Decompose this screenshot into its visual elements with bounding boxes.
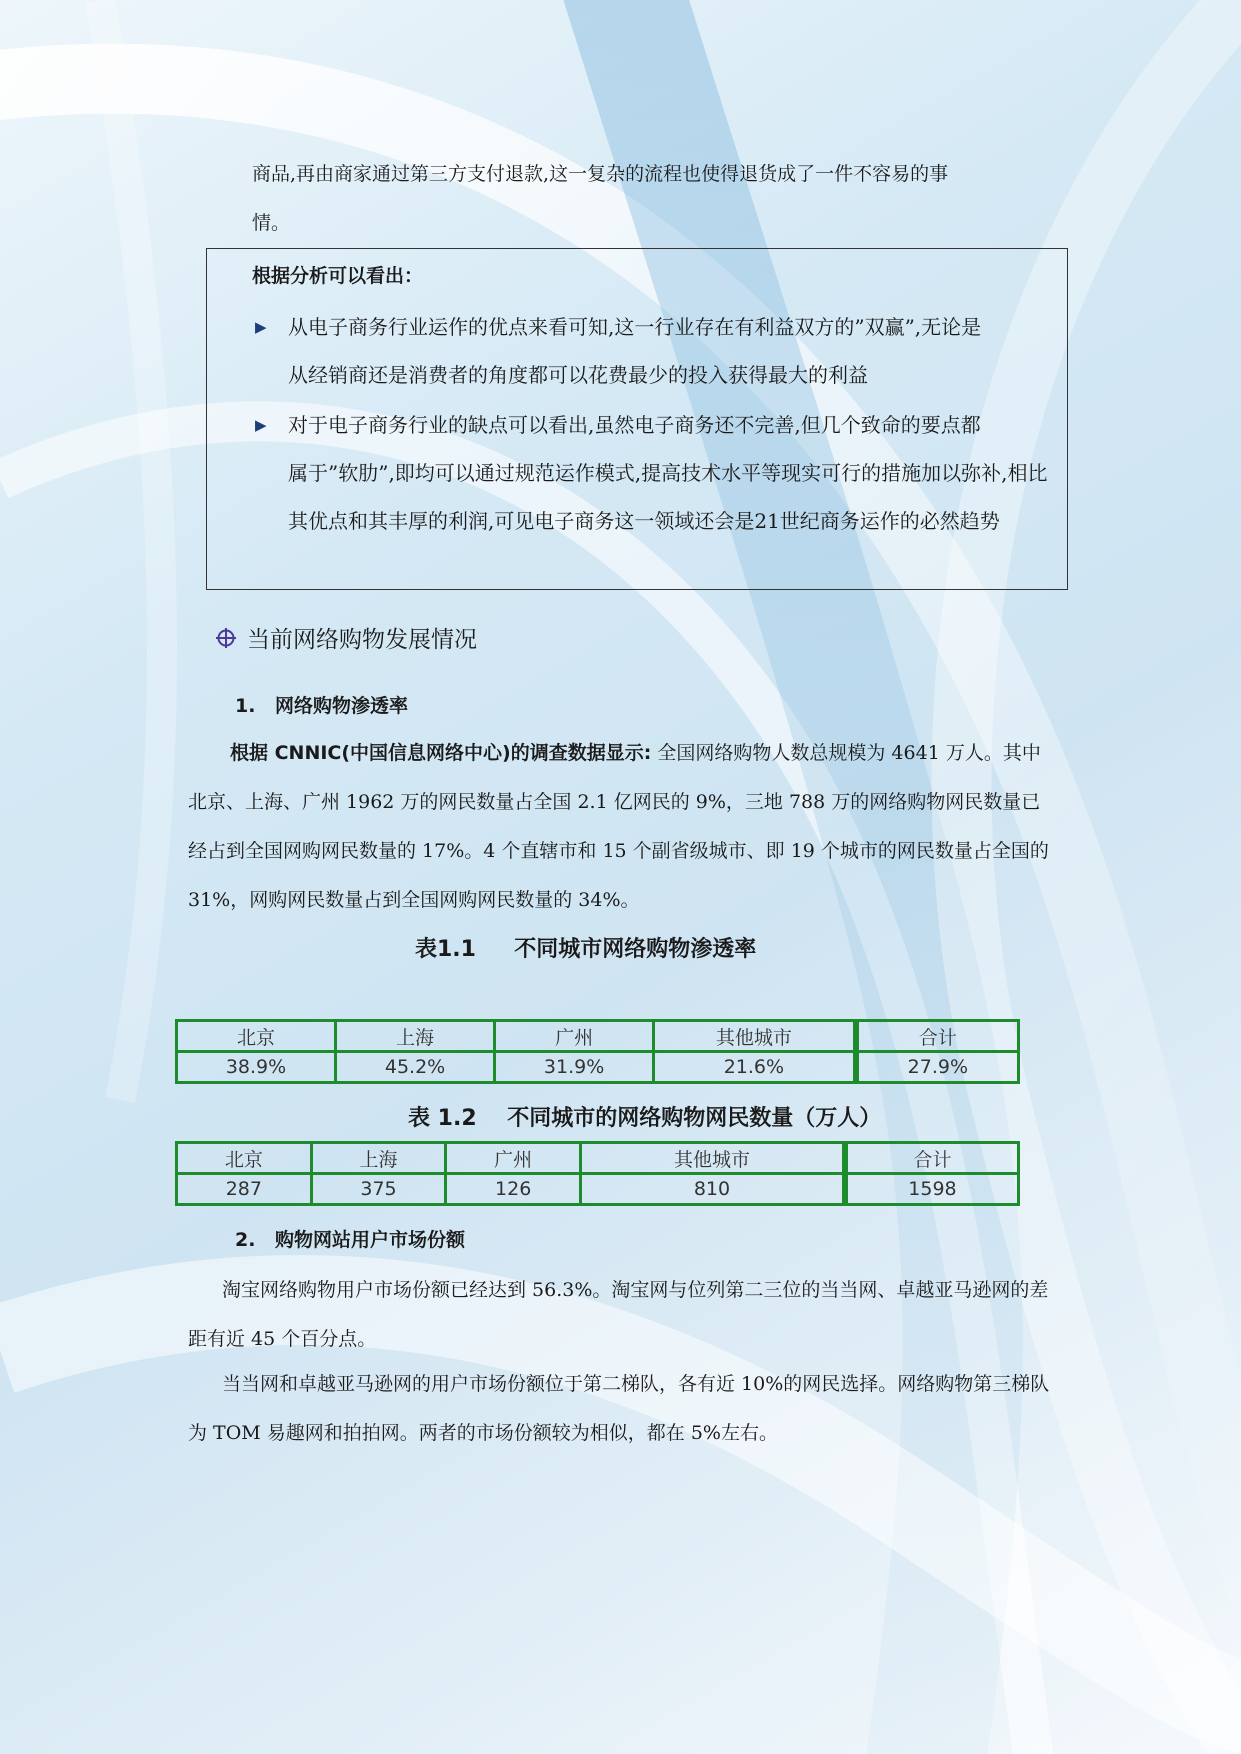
cnnic-paragraph-lead: 根据 CNNIC(中国信息网络中心)的调查数据显示: (230, 742, 652, 764)
analysis-bullet-2-line1: 对于电子商务行业的缺点可以看出,虽然电子商务还不完善,但几个致命的要点都 (288, 413, 981, 437)
table-2-header-row (177, 1143, 1019, 1174)
table-1-value-row (177, 1052, 1019, 1083)
dangdang-paragraph: 当当网和卓越亚马逊网的用户市场份额位于第二梯队，各有近 10%的网民选择。网络购物第三梯队为 TOM 易趣网和拍拍网。两者的市场份额较为相似，都在 5%左右。 (188, 1373, 1050, 1444)
cnnic-paragraph-body: 全国网络购物人数总规模为 4641 万人。其中北京、上海、广州 1962 万的网民数量占全国 2.1 亿网民的 9%，三地 788 万的网络购物网民数量已经占到全国网购网民数量的 17%。4 个直辖市和 15 个副省级城市、即 19 个城市的网民数量占全国的 31%，网购网民数量占到全国网购网民数量的 34%。 (188, 742, 1049, 911)
triangle-bullet-icon: ▶ (255, 318, 267, 336)
cnnic-paragraph (188, 729, 1056, 925)
table-2-value-cell: 1598 (845, 1174, 1019, 1205)
table-2-header-cell: 上海 (311, 1143, 446, 1174)
table-2-value-cell: 375 (311, 1174, 446, 1205)
intro-line-1: 商品,再由商家通过第三方支付退款,这一复杂的流程也使得退货成了一件不容易的事 (252, 163, 949, 185)
table-1-header-row (177, 1021, 1019, 1052)
analysis-box (206, 248, 1068, 590)
intro-line-2: 情。 (252, 212, 291, 234)
table-1-header-cell: 合计 (856, 1021, 1019, 1052)
table-1-penetration (175, 1019, 1020, 1084)
table-1-header-cell: 其他城市 (654, 1021, 856, 1052)
table-1-header-cell: 北京 (177, 1021, 336, 1052)
subsection-1-title: 网络购物渗透率 (275, 695, 409, 717)
table-2-header-cell: 合计 (845, 1143, 1019, 1174)
subsection-2-heading (235, 1225, 465, 1252)
taobao-paragraph: 淘宝网络购物用户市场份额已经达到 56.3%。淘宝网与位列第二三位的当当网、卓越亚马逊网的差距有近 45 个百分点。 (188, 1279, 1049, 1350)
table-1-value-cell: 21.6% (654, 1052, 856, 1083)
subsection-2-number: 2. (235, 1229, 256, 1251)
table-1-value-cell: 38.9% (177, 1052, 336, 1083)
table-2-header-cell: 其他城市 (581, 1143, 845, 1174)
table-1-value-cell: 45.2% (336, 1052, 495, 1083)
subsection-1-number: 1. (235, 695, 256, 717)
analysis-bullet-2-rest: 属于”软肋”,即均可以通过规范运作模式,提高技术水平等现实可行的措施加以弥补,相比其优点和其丰厚的利润,可见电子商务这一领域还会是21世纪商务运作的必然趋势 (288, 461, 1048, 533)
intro-paragraph (252, 150, 1052, 248)
analysis-bullet-1-rest: 从经销商还是消费者的角度都可以花费最少的投入获得最大的利益 (288, 363, 868, 387)
table-2-value-cell: 126 (446, 1174, 581, 1205)
subsection-2-title: 购物网站用户市场份额 (275, 1229, 466, 1251)
table-1-caption: 表1.1 不同城市网络购物渗透率 (415, 937, 757, 962)
analysis-bullet-2 (255, 401, 1062, 545)
analysis-box-title: 根据分析可以看出： (252, 265, 424, 287)
table-2-shoppers (175, 1141, 1020, 1206)
table-1-header-cell: 广州 (495, 1021, 654, 1052)
table-2-header-cell: 广州 (446, 1143, 581, 1174)
table-2-value-row (177, 1174, 1019, 1205)
subsection-1-heading (235, 691, 408, 718)
table-2-value-cell: 810 (581, 1174, 845, 1205)
table-1-value-cell: 27.9% (856, 1052, 1019, 1083)
section-heading (215, 621, 477, 654)
table-1-value-cell: 31.9% (495, 1052, 654, 1083)
analysis-bullet-1-line1: 从电子商务行业运作的优点来看可知,这一行业存在有利益双方的”双赢”,无论是 (288, 315, 982, 339)
analysis-bullet-1 (255, 303, 1062, 399)
table-2-caption: 表 1.2 不同城市的网络购物网民数量（万人） (408, 1106, 882, 1131)
section-heading-text: 当前网络购物发展情况 (247, 627, 477, 653)
table-1-header-cell: 上海 (336, 1021, 495, 1052)
table-2-header-cell: 北京 (177, 1143, 312, 1174)
table-2-value-cell: 287 (177, 1174, 312, 1205)
crosshair-bullet-icon (215, 627, 237, 649)
triangle-bullet-icon: ▶ (255, 416, 267, 434)
